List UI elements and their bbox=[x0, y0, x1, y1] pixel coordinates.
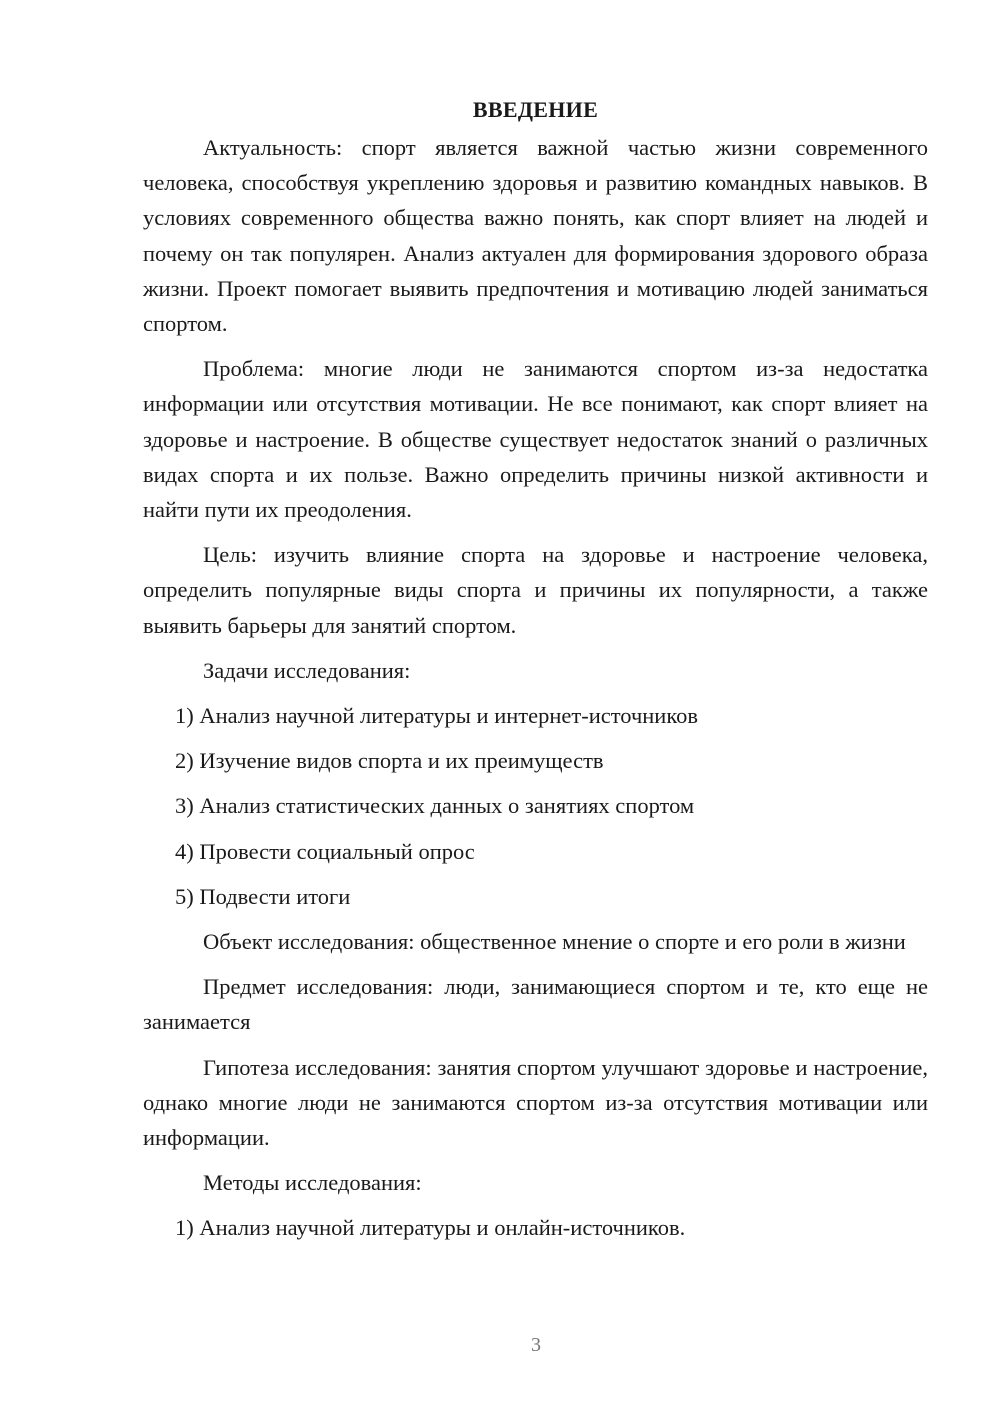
object-paragraph: Объект исследования: общественное мнение о спорте и его роли в жизни bbox=[203, 929, 906, 955]
section-heading: ВВЕДЕНИЕ bbox=[472, 97, 599, 122]
relevance-paragraph: Актуальность: спорт является важной частью жизни современного человека, способствуя укреплению здоровья и развитию командных навыков. В условиях современного общества важно понять, как спорт влияет на людей и почему он так популярен. Анализ актуален для формирования здорового образа жизни. Проект помогает выявить предпочтения и мотивацию людей заниматься спортом. bbox=[143, 135, 928, 337]
task-item-3: 3) Анализ статистических данных о занятиях спортом bbox=[175, 793, 695, 819]
methods-title: Методы исследования: bbox=[203, 1170, 422, 1196]
method-item-1: 1) Анализ научной литературы и онлайн-источников. bbox=[175, 1215, 686, 1241]
page-content bbox=[143, 92, 928, 1256]
tasks-title: Задачи исследования: bbox=[203, 657, 411, 683]
page-number: 3 bbox=[531, 1334, 541, 1356]
subject-paragraph: Предмет исследования: люди, занимающиеся спортом и те, кто еще не занимается bbox=[143, 974, 928, 1035]
problem-paragraph: Проблема: многие люди не занимаются спортом из-за недостатка информации или отсутствия мотивации. Не все понимают, как спорт влияет на здоровье и настроение. В обществе существует недостаток знаний о различных видах спорта и их пользе. Важно определить причины низкой активности и найти пути их преодоления. bbox=[143, 356, 928, 523]
task-item-5: 5) Подвести итоги bbox=[175, 883, 351, 909]
task-item-1: 1) Анализ научной литературы и интернет-источников bbox=[175, 703, 699, 729]
task-item-2: 2) Изучение видов спорта и их преимуществ bbox=[175, 748, 604, 774]
task-item-4: 4) Провести социальный опрос bbox=[175, 838, 475, 864]
hypothesis-paragraph: Гипотеза исследования: занятия спортом улучшают здоровье и настроение, однако многие люди не занимаются спортом из-за отсутствия мотивации или информации. bbox=[143, 1054, 928, 1151]
goal-paragraph: Цель: изучить влияние спорта на здоровье и настроение человека, определить популярные виды спорта и причины их популярности, а также выявить барьеры для занятий спортом. bbox=[143, 542, 928, 638]
